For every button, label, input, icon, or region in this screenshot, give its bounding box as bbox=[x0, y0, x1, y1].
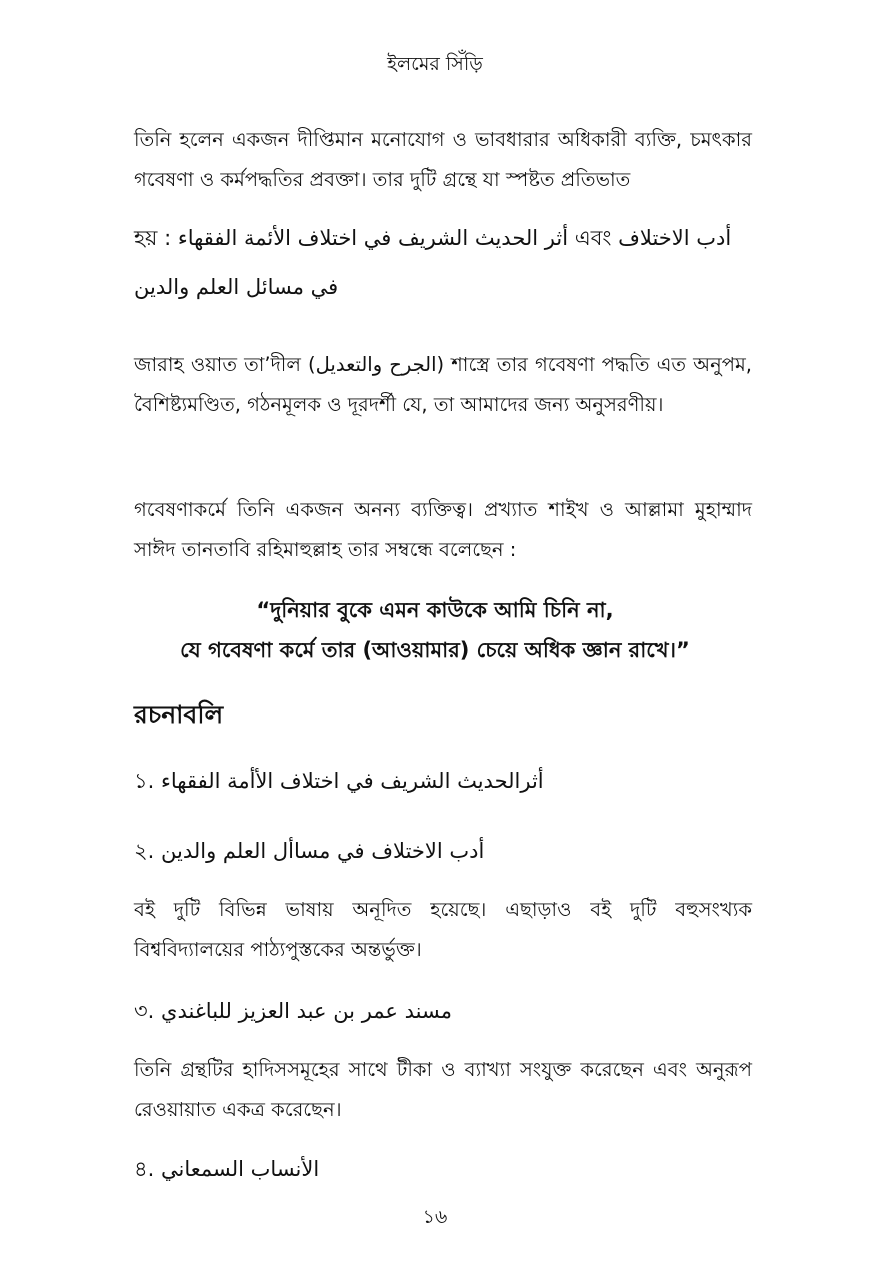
work-item-3 bbox=[134, 995, 452, 1030]
jarh-paragraph bbox=[134, 345, 752, 465]
translated-note: বই দুটি বিভিন্ন ভাষায় অনূদিত হয়েছে। এছাড়াও বই দুটি বহুসংখ্যক বিশ্ববিদ্যালয়ের পাঠ্যপুস্তকের অন্তর্ভুক্ত। bbox=[134, 898, 752, 961]
work-title: أدب الاختلاف في مساأل العلم والدين bbox=[161, 839, 485, 863]
work-number: ১. bbox=[134, 769, 155, 793]
intro-books-line-2 bbox=[134, 275, 752, 299]
jarh-arabic: الجرح والتعديل bbox=[315, 353, 437, 376]
research-paragraph: গবেষণাকর্মে তিনি একজন অনন্য ব্যক্তিত্ব। প্রখ্যাত শাইখ ও আল্লামা মুহাম্মাদ সাঈদ তানতাবি রহিমাহুল্লাহ তার সম্বন্ধে বলেছেন : bbox=[134, 498, 752, 561]
work-title: أثرالحديث الشريف في اختلاف الأأمة الفقهاء bbox=[161, 769, 544, 793]
quote-line-2: যে গবেষণা কর্মে তার (আওয়ামার) চেয়ে অধিক জ্ঞান রাখে।” bbox=[180, 638, 690, 662]
jarh-after: ) শাস্ত্রে তার গবেষণা পদ্ধতি এত অনুপম, বৈশিষ্ট্যমণ্ডিত, গঠনমূলক ও দূরদর্শী যে, তা আমাদের জন্য অনুসরণীয়। bbox=[134, 353, 752, 416]
work-number: ৩. bbox=[134, 999, 155, 1023]
book-title-adab: أدب الاختلاف bbox=[618, 226, 732, 250]
work-number: ৪. bbox=[134, 1157, 155, 1181]
book-title-athar: أثر الحديث الشريف في اختلاف الأئمة الفقهاء bbox=[177, 226, 569, 250]
works-heading: রচনাবলি bbox=[134, 700, 224, 729]
book-title-adab-cont: في مسائل العلم والدين bbox=[134, 275, 339, 299]
intro-paragraph: তিনি হলেন একজন দীপ্তিমান মনোযোগ ও ভাবধারার অধিকারী ব্যক্তি, চমৎকার গবেষণা ও কর্মপদ্ধতির প্রবক্তা। তার দুটি গ্রন্থে যা স্পষ্টত প্রতিভাত bbox=[134, 128, 752, 191]
work-item-1 bbox=[134, 765, 544, 800]
intro-ebong: এবং bbox=[574, 226, 612, 250]
work-number: ২. bbox=[134, 839, 155, 863]
intro-hoy: হয় : bbox=[134, 226, 172, 250]
jarh-before: জারাহ ওয়াত তা’দীল ( bbox=[134, 353, 316, 376]
work-item-2 bbox=[134, 835, 484, 870]
page-number: ১৬ bbox=[422, 1206, 448, 1228]
musnad-note: তিনি গ্রন্থটির হাদিসসমূহের সাথে টীকা ও ব্যাখ্যা সংযুক্ত করেছেন এবং অনুরূপ রেওয়ায়াত একত্র করেছেন। bbox=[134, 1058, 752, 1121]
intro-books-line bbox=[134, 222, 752, 257]
running-head: ইলমের সিঁড়ি bbox=[387, 53, 483, 75]
work-item-4 bbox=[134, 1153, 319, 1188]
quote-line-1: “দুনিয়ার বুকে এমন কাউকে আমি চিনি না, bbox=[256, 598, 614, 622]
work-title: مسند عمر بن عبد العزيز للباغندي bbox=[161, 999, 452, 1023]
work-title: الأنساب السمعاني bbox=[161, 1157, 320, 1181]
